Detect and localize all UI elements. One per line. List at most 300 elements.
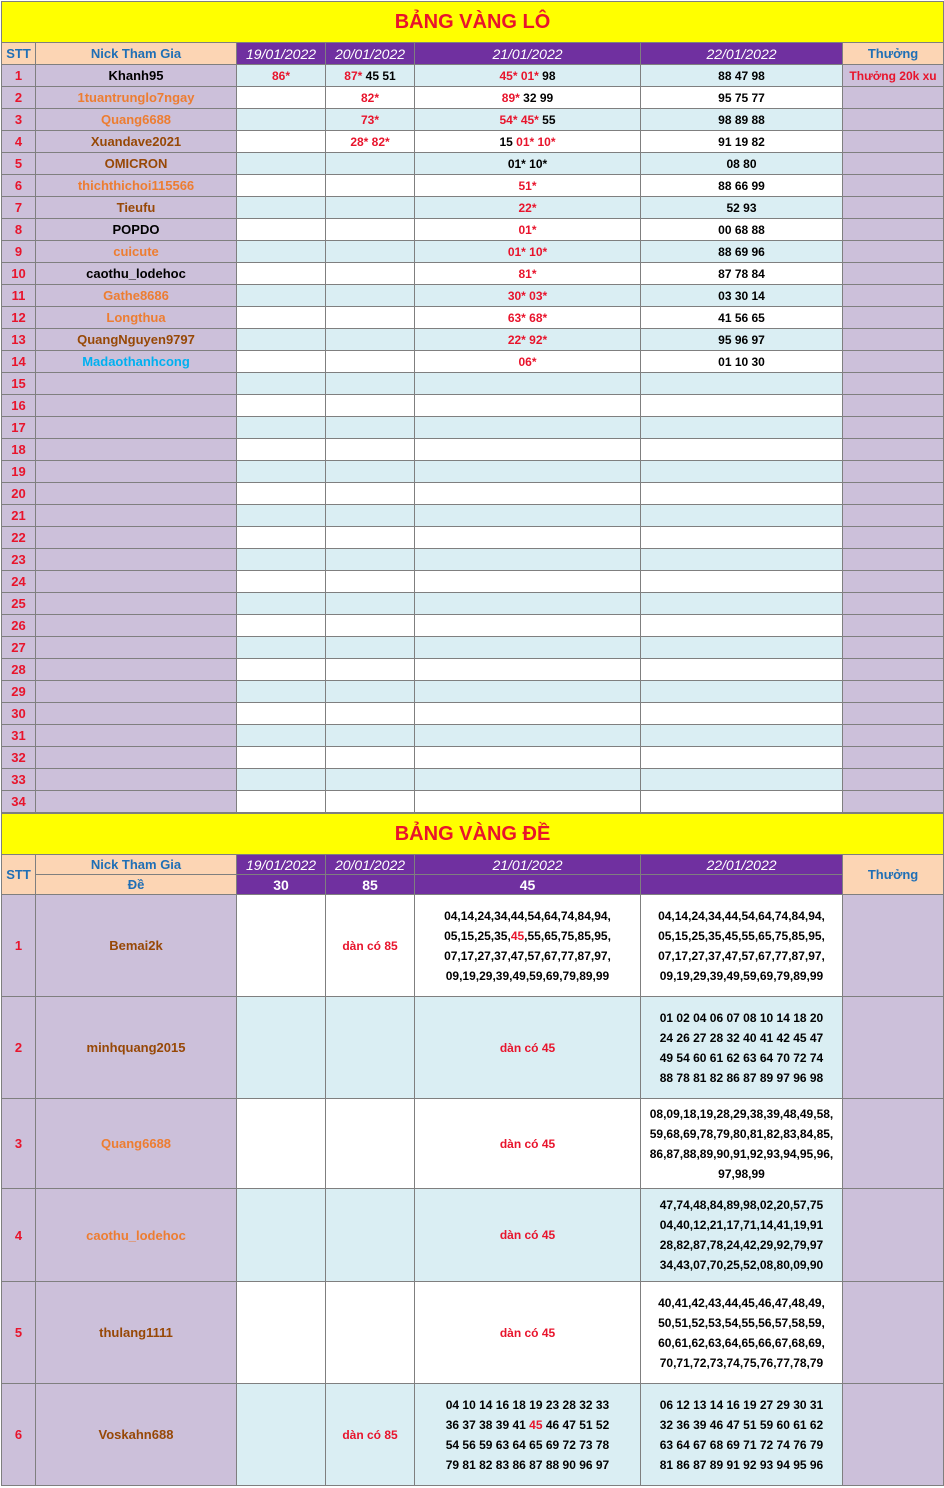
- lo-number: 41 56 65: [718, 310, 765, 325]
- lo-number: 88 47 98: [718, 68, 765, 83]
- lo-date-2-cell: [326, 571, 415, 593]
- lo-stt: 33: [2, 769, 36, 791]
- lo-date-2-cell: [326, 219, 415, 241]
- de-number-line: [643, 1068, 840, 1088]
- lo-date-4-cell: [641, 483, 843, 505]
- lo-stt: 11: [2, 285, 36, 307]
- lo-row: [2, 109, 944, 131]
- lo-row: [2, 439, 944, 461]
- de-number-text: 47,74,48,84,89,98,02,20,57,75: [659, 1198, 824, 1212]
- lo-date-4-cell: [641, 395, 843, 417]
- lo-date-1-cell: [237, 725, 326, 747]
- lo-date-4-cell: [641, 549, 843, 571]
- de-row: [2, 1189, 944, 1282]
- lo-nick: [36, 769, 237, 791]
- lo-nick: cuicute: [36, 241, 237, 263]
- lo-date-2-cell: [326, 395, 415, 417]
- lo-date-2-cell: [326, 703, 415, 725]
- de-number-text: 97,98,99: [718, 1166, 765, 1181]
- de-date-4-cell: [641, 997, 843, 1099]
- de-number-line: [643, 1195, 840, 1215]
- lo-number: 82*: [360, 90, 380, 105]
- de-reward: [843, 1099, 944, 1189]
- lo-nick: [36, 703, 237, 725]
- de-number-line: [643, 1293, 840, 1313]
- lo-date-3-cell: [415, 329, 641, 351]
- lo-date-1-cell: [237, 769, 326, 791]
- lo-date-2-cell: [326, 527, 415, 549]
- de-reward: [843, 1384, 944, 1486]
- de-number-line: [643, 1104, 840, 1124]
- lo-reward: [843, 373, 944, 395]
- de-number-line: [643, 966, 840, 986]
- de-number-line: [643, 1124, 840, 1144]
- de-header-reward: Thưởng: [843, 855, 944, 895]
- lo-stt: 24: [2, 571, 36, 593]
- lo-header-date-3: 21/01/2022: [415, 43, 641, 65]
- de-number-text: 54 56 59 63 64 65 69 72 73 78: [445, 1437, 610, 1452]
- de-date-2-cell: [326, 1282, 415, 1384]
- lo-date-2-cell: [326, 263, 415, 285]
- de-date-1-cell: [237, 1282, 326, 1384]
- lo-date-2-cell: [326, 351, 415, 373]
- lo-date-3-cell: [415, 307, 641, 329]
- lo-nick: [36, 659, 237, 681]
- lo-header-stt: STT: [2, 43, 36, 65]
- de-number-line: [643, 1435, 840, 1455]
- lo-reward: [843, 307, 944, 329]
- lo-nick: Xuandave2021: [36, 131, 237, 153]
- de-number-text: 08,09,18,19,28,29,38,39,48,49,58,: [649, 1106, 834, 1121]
- lo-row: [2, 373, 944, 395]
- lo-date-3-cell: [415, 615, 641, 637]
- lo-reward: [843, 593, 944, 615]
- de-number-line: [643, 1008, 840, 1028]
- de-date-1-cell: [237, 997, 326, 1099]
- lo-title: BẢNG VÀNG LÔ: [2, 2, 944, 43]
- de-number-text: 88 78 81 82 86 87 89 97 96 98: [659, 1070, 824, 1085]
- lo-date-1-cell: [237, 307, 326, 329]
- de-hit-number: 45: [510, 928, 525, 943]
- de-number-text: 63 64 67 68 69 71 72 74 76 79: [659, 1437, 824, 1452]
- lo-date-3-cell: [415, 747, 641, 769]
- lo-reward: [843, 87, 944, 109]
- lo-row: [2, 175, 944, 197]
- lo-date-1-cell: [237, 373, 326, 395]
- lo-nick: Quang6688: [36, 109, 237, 131]
- lo-reward: [843, 175, 944, 197]
- de-number-text: 70,71,72,73,74,75,76,77,78,79: [659, 1355, 824, 1370]
- lo-date-1-cell: [237, 505, 326, 527]
- lo-date-1-cell: [237, 593, 326, 615]
- lo-nick: Tieufu: [36, 197, 237, 219]
- lo-date-1-cell: [237, 549, 326, 571]
- de-dan-label: [328, 1425, 412, 1445]
- lo-date-3-cell: [415, 637, 641, 659]
- lo-nick: [36, 549, 237, 571]
- lo-nick: caothu_lodehoc: [36, 263, 237, 285]
- lo-number: 28* 82*: [350, 134, 390, 149]
- de-date-3-cell: [415, 1189, 641, 1282]
- lo-reward: [843, 615, 944, 637]
- lo-date-3-cell: [415, 175, 641, 197]
- lo-date-3-cell: [415, 65, 641, 87]
- lo-nick: [36, 439, 237, 461]
- lo-date-3-cell: [415, 109, 641, 131]
- de-number-line: [643, 906, 840, 926]
- de-stt: 6: [2, 1384, 36, 1486]
- lo-date-2-cell: [326, 417, 415, 439]
- lo-number: 81*: [518, 266, 537, 281]
- de-stt: 1: [2, 895, 36, 997]
- lo-nick: [36, 417, 237, 439]
- de-date-4-cell: [641, 895, 843, 997]
- lo-nick: 1tuantrunglo7ngay: [36, 87, 237, 109]
- lo-number: 95 96 97: [718, 332, 765, 347]
- lo-number: 87 78 84: [718, 266, 765, 281]
- lo-date-4-cell: [641, 527, 843, 549]
- de-number-line: [643, 1235, 840, 1255]
- lo-date-4-cell: [641, 329, 843, 351]
- de-number-line: [643, 1048, 840, 1068]
- lo-date-3-cell: [415, 593, 641, 615]
- lo-date-4-cell: [641, 461, 843, 483]
- lo-row: [2, 791, 944, 813]
- lo-number: 98 89 88: [718, 112, 765, 127]
- de-number-text: 04 10 14 16 18 19 23 28 32 33: [445, 1397, 610, 1412]
- de-dan-label: [328, 936, 412, 956]
- lo-date-4-cell: [641, 131, 843, 153]
- lo-row: [2, 593, 944, 615]
- lo-date-4-cell: [641, 593, 843, 615]
- lo-date-2-cell: [326, 307, 415, 329]
- lo-date-4-cell: [641, 175, 843, 197]
- lo-row: [2, 505, 944, 527]
- de-number-line: [643, 1455, 840, 1475]
- lo-nick: QuangNguyen9797: [36, 329, 237, 351]
- de-number-text: 07,17,27,37,47,57,67,77,87,97,: [444, 948, 611, 963]
- de-number-line: [417, 966, 638, 986]
- lo-date-1-cell: [237, 461, 326, 483]
- de-dan-label: [417, 1134, 638, 1154]
- lo-date-2-cell: [326, 747, 415, 769]
- de-number-line: [643, 1415, 840, 1435]
- de-nick: Voskahn688: [36, 1384, 237, 1486]
- de-number-text: 86,87,88,89,90,91,92,93,94,95,96,: [649, 1146, 834, 1161]
- lo-stt: 7: [2, 197, 36, 219]
- lo-number: 00 68 88: [718, 222, 765, 237]
- lo-date-2-cell: [326, 153, 415, 175]
- lo-number: 01* 10*: [507, 156, 548, 171]
- de-date-4-cell: [641, 1384, 843, 1486]
- lo-date-3-cell: [415, 197, 641, 219]
- lo-date-3-cell: [415, 87, 641, 109]
- de-header-date-1: 19/01/2022: [237, 855, 326, 875]
- lo-date-1-cell: [237, 439, 326, 461]
- lo-date-2-cell: [326, 109, 415, 131]
- lo-row: [2, 417, 944, 439]
- lo-date-1-cell: [237, 571, 326, 593]
- de-number-text: dàn có 85: [342, 1427, 398, 1442]
- lo-row: [2, 395, 944, 417]
- lo-nick: thichthichoi115566: [36, 175, 237, 197]
- de-number-text: dàn có 85: [342, 938, 398, 953]
- de-number-line: [643, 946, 840, 966]
- lo-number: 08 80: [726, 156, 757, 171]
- lo-date-1-cell: [237, 747, 326, 769]
- lo-date-2-cell: [326, 87, 415, 109]
- lo-date-1-cell: [237, 659, 326, 681]
- lo-date-4-cell: [641, 263, 843, 285]
- lo-header-date-2: 20/01/2022: [326, 43, 415, 65]
- lo-number: 32 99: [519, 90, 554, 105]
- de-row: [2, 997, 944, 1099]
- lo-reward: [843, 109, 944, 131]
- lo-stt: 6: [2, 175, 36, 197]
- lo-date-2-cell: [326, 549, 415, 571]
- lo-stt: 5: [2, 153, 36, 175]
- lo-row: [2, 703, 944, 725]
- de-number-text: 46 47 51 52: [542, 1417, 610, 1432]
- lo-stt: 2: [2, 87, 36, 109]
- lo-row: [2, 461, 944, 483]
- lo-number: 06*: [518, 354, 537, 369]
- lo-reward: [843, 571, 944, 593]
- lo-number: 22* 92*: [507, 332, 548, 347]
- de-number-text: 60,61,62,63,64,65,66,67,68,69,: [658, 1335, 825, 1350]
- lo-header-date-1: 19/01/2022: [237, 43, 326, 65]
- lo-reward: Thưởng 20k xu: [843, 65, 944, 87]
- de-number-line: [643, 1313, 840, 1333]
- lo-row: [2, 549, 944, 571]
- lo-nick: [36, 791, 237, 813]
- lo-nick: [36, 373, 237, 395]
- lo-date-3-cell: [415, 791, 641, 813]
- de-row: [2, 1384, 944, 1486]
- de-nick: Bemai2k: [36, 895, 237, 997]
- lo-reward: [843, 483, 944, 505]
- de-number-text: 32 36 39 46 47 51 59 60 61 62: [659, 1417, 824, 1432]
- lo-date-1-cell: [237, 395, 326, 417]
- lo-stt: 29: [2, 681, 36, 703]
- lo-nick: Madaothanhcong: [36, 351, 237, 373]
- lo-stt: 12: [2, 307, 36, 329]
- de-number-text: 79 81 82 83 86 87 88 90 96 97: [445, 1457, 610, 1472]
- lo-date-2-cell: [326, 505, 415, 527]
- lo-stt: 25: [2, 593, 36, 615]
- lo-date-1-cell: [237, 351, 326, 373]
- lo-date-3-cell: [415, 395, 641, 417]
- lo-stt: 28: [2, 659, 36, 681]
- lo-row: [2, 263, 944, 285]
- lo-date-3-cell: [415, 769, 641, 791]
- lo-stt: 16: [2, 395, 36, 417]
- de-number-text: 09,19,29,39,49,59,69,79,89,99: [445, 968, 610, 983]
- lo-stt: 1: [2, 65, 36, 87]
- lo-reward: [843, 263, 944, 285]
- lo-number: 22*: [518, 200, 537, 215]
- de-nick: minhquang2015: [36, 997, 237, 1099]
- lo-date-2-cell: [326, 461, 415, 483]
- lo-number: 88 66 99: [718, 178, 765, 193]
- lo-number: 52 93: [726, 200, 757, 215]
- de-number-line: [643, 1255, 840, 1275]
- lo-date-3-cell: [415, 703, 641, 725]
- de-number-line: [417, 1395, 638, 1415]
- lo-number: 15: [499, 134, 517, 149]
- de-reward: [843, 1189, 944, 1282]
- de-date-1-cell: [237, 1099, 326, 1189]
- lo-date-1-cell: [237, 527, 326, 549]
- lo-date-2-cell: [326, 175, 415, 197]
- lo-date-3-cell: [415, 549, 641, 571]
- de-number-text: 81 86 87 89 91 92 93 94 95 96: [659, 1457, 824, 1472]
- lo-date-2-cell: [326, 373, 415, 395]
- lo-number: 86*: [271, 68, 291, 83]
- lo-header-nick: Nick Tham Gia: [36, 43, 237, 65]
- lo-reward: [843, 703, 944, 725]
- de-number-text: 04,14,24,34,44,54,64,74,84,94,: [444, 908, 611, 923]
- lo-stt: 30: [2, 703, 36, 725]
- lo-reward: [843, 461, 944, 483]
- de-number-text: dàn có 45: [499, 1136, 556, 1151]
- de-number-line: [417, 1455, 638, 1475]
- lo-date-1-cell: [237, 263, 326, 285]
- lo-date-4-cell: [641, 65, 843, 87]
- de-date-3-cell: [415, 1384, 641, 1486]
- de-row: [2, 895, 944, 997]
- de-header-de-label: Đề: [36, 875, 237, 895]
- de-title: BẢNG VÀNG ĐỀ: [2, 814, 944, 855]
- lo-date-1-cell: [237, 87, 326, 109]
- lo-date-4-cell: [641, 351, 843, 373]
- lo-reward: [843, 417, 944, 439]
- de-number-line: [417, 1435, 638, 1455]
- lo-date-3-cell: [415, 131, 641, 153]
- lo-row: [2, 285, 944, 307]
- lo-date-1-cell: [237, 615, 326, 637]
- lo-date-4-cell: [641, 417, 843, 439]
- lo-number: 01*: [518, 222, 537, 237]
- de-result-3: 45: [415, 875, 641, 895]
- lo-date-3-cell: [415, 241, 641, 263]
- lo-stt: 18: [2, 439, 36, 461]
- lo-date-3-cell: [415, 417, 641, 439]
- de-reward: [843, 997, 944, 1099]
- lo-nick: Gathe8686: [36, 285, 237, 307]
- de-date-2-cell: [326, 895, 415, 997]
- lo-row: [2, 307, 944, 329]
- lo-date-4-cell: [641, 747, 843, 769]
- lo-date-3-cell: [415, 351, 641, 373]
- de-number-text: 28,82,87,78,24,42,29,92,79,97: [659, 1238, 824, 1252]
- lo-row: [2, 725, 944, 747]
- lo-date-4-cell: [641, 615, 843, 637]
- lo-date-3-cell: [415, 439, 641, 461]
- lo-date-3-cell: [415, 483, 641, 505]
- lo-stt: 21: [2, 505, 36, 527]
- de-date-3-cell: [415, 1282, 641, 1384]
- lo-date-3-cell: [415, 681, 641, 703]
- lo-reward: [843, 527, 944, 549]
- lo-header-date-4: 22/01/2022: [641, 43, 843, 65]
- lo-date-2-cell: [326, 241, 415, 263]
- lo-number: 87*: [344, 68, 363, 83]
- lo-reward: [843, 241, 944, 263]
- de-date-4-cell: [641, 1189, 843, 1282]
- lo-stt: 13: [2, 329, 36, 351]
- de-stt: 2: [2, 997, 36, 1099]
- de-number-text: dàn có 45: [499, 1040, 556, 1055]
- lo-number: 45 51: [362, 68, 396, 83]
- lo-date-3-cell: [415, 373, 641, 395]
- de-nick: Quang6688: [36, 1099, 237, 1189]
- lo-reward: [843, 659, 944, 681]
- lo-reward: [843, 131, 944, 153]
- de-header-date-2: 20/01/2022: [326, 855, 415, 875]
- lo-date-3-cell: [415, 461, 641, 483]
- de-number-text: 50,51,52,53,54,55,56,57,58,59,: [658, 1315, 825, 1330]
- lo-stt: 8: [2, 219, 36, 241]
- lo-nick: [36, 593, 237, 615]
- lo-date-3-cell: [415, 285, 641, 307]
- lo-number: 63* 68*: [507, 310, 548, 325]
- lo-date-4-cell: [641, 153, 843, 175]
- de-number-line: [417, 1415, 638, 1435]
- lo-nick: Longthua: [36, 307, 237, 329]
- de-date-1-cell: [237, 1384, 326, 1486]
- lo-date-4-cell: [641, 285, 843, 307]
- lo-number: 91 19 82: [718, 134, 765, 149]
- de-number-text: 05,15,25,35,: [444, 928, 511, 943]
- lo-row: [2, 659, 944, 681]
- lo-date-4-cell: [641, 659, 843, 681]
- lo-row: [2, 681, 944, 703]
- lo-reward: [843, 395, 944, 417]
- lo-row: [2, 637, 944, 659]
- lo-nick: OMICRON: [36, 153, 237, 175]
- de-date-3-cell: [415, 1099, 641, 1189]
- de-header-date-4: 22/01/2022: [641, 855, 843, 875]
- lo-date-1-cell: [237, 153, 326, 175]
- de-number-line: [643, 926, 840, 946]
- bang-vang-lo-table: [1, 1, 944, 813]
- lo-number: 01* 10*: [516, 134, 556, 149]
- lo-date-2-cell: [326, 131, 415, 153]
- lo-nick: [36, 725, 237, 747]
- lo-row: [2, 329, 944, 351]
- de-date-4-cell: [641, 1099, 843, 1189]
- lo-stt: 4: [2, 131, 36, 153]
- lo-stt: 14: [2, 351, 36, 373]
- lo-nick: [36, 681, 237, 703]
- de-reward: [843, 895, 944, 997]
- de-number-line: [643, 1164, 840, 1184]
- lo-stt: 31: [2, 725, 36, 747]
- lo-number: 01* 10*: [507, 244, 548, 259]
- de-result-2: 85: [326, 875, 415, 895]
- de-date-2-cell: [326, 997, 415, 1099]
- lo-reward: [843, 197, 944, 219]
- lo-date-4-cell: [641, 219, 843, 241]
- lo-date-4-cell: [641, 703, 843, 725]
- lo-date-1-cell: [237, 329, 326, 351]
- lo-date-1-cell: [237, 637, 326, 659]
- lo-date-2-cell: [326, 637, 415, 659]
- de-date-2-cell: [326, 1099, 415, 1189]
- lo-date-1-cell: [237, 197, 326, 219]
- lo-reward: [843, 439, 944, 461]
